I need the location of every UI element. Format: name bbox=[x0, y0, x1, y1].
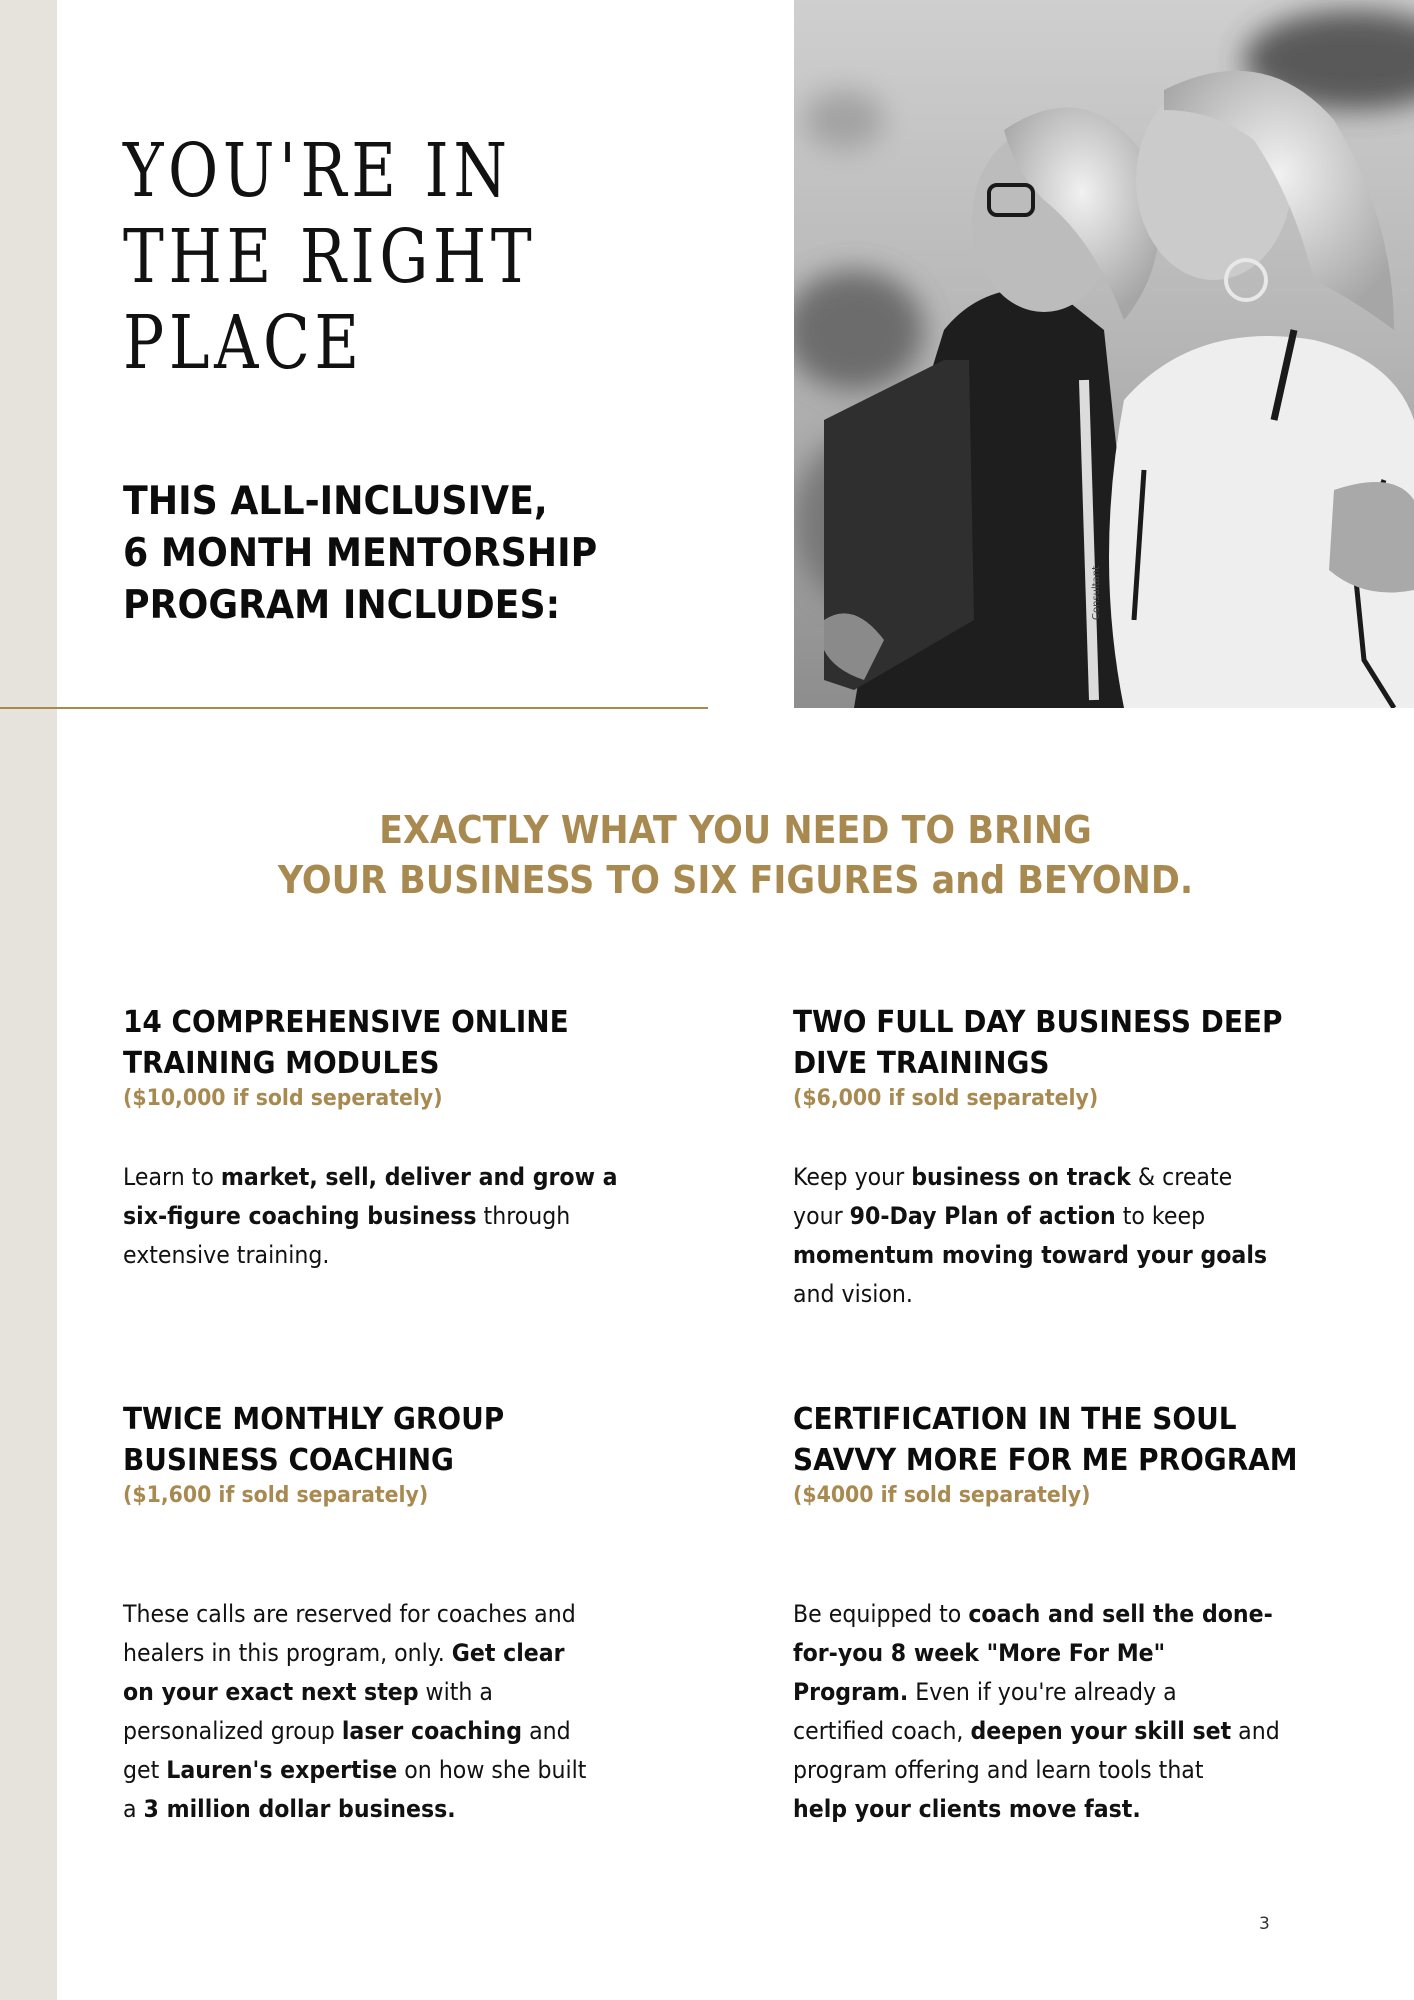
feature-price: ($4000 if sold separately) bbox=[793, 1483, 1091, 1508]
feature-deep-dive-trainings bbox=[793, 1002, 1353, 1314]
description-line bbox=[793, 1236, 1308, 1275]
feature-title bbox=[123, 1399, 644, 1481]
tagline-line: EXACTLY WHAT YOU NEED TO BRING bbox=[379, 808, 1092, 852]
feature-title bbox=[793, 1002, 1314, 1084]
feature-description bbox=[123, 1595, 638, 1829]
description-line bbox=[123, 1158, 638, 1197]
description-line bbox=[793, 1790, 1308, 1829]
hero-title-line: THE RIGHT bbox=[123, 214, 537, 300]
emphasis-text: six-figure coaching business bbox=[123, 1202, 477, 1230]
body-text: to keep bbox=[1115, 1202, 1206, 1230]
lanyard-text: Consultant bbox=[1091, 565, 1102, 620]
description-line bbox=[123, 1595, 638, 1634]
feature-title-line: TWO FULL DAY BUSINESS DEEP bbox=[793, 1005, 1283, 1040]
side-accent-band bbox=[0, 0, 57, 2000]
hero-title-line: YOU'RE IN bbox=[123, 128, 512, 214]
emphasis-text: Lauren's expertise bbox=[166, 1756, 398, 1784]
emphasis-text: Get clear bbox=[451, 1639, 565, 1667]
feature-title bbox=[123, 1002, 644, 1084]
intro-heading-line: PROGRAM INCLUDES: bbox=[123, 583, 561, 628]
emphasis-text: 3 million dollar business. bbox=[143, 1795, 456, 1823]
body-text: on how she built bbox=[397, 1756, 587, 1784]
description-line bbox=[123, 1712, 638, 1751]
intro-heading-line: 6 MONTH MENTORSHIP bbox=[123, 531, 598, 576]
emphasis-text: help your clients move fast. bbox=[793, 1795, 1141, 1823]
description-line bbox=[123, 1197, 638, 1236]
feature-price: ($10,000 if sold seperately) bbox=[123, 1086, 443, 1111]
emphasis-text: for-you 8 week "More For Me" bbox=[793, 1639, 1166, 1667]
intro-heading-line: THIS ALL-INCLUSIVE, bbox=[123, 479, 548, 524]
description-line bbox=[123, 1751, 638, 1790]
description-line bbox=[123, 1673, 638, 1712]
gold-divider bbox=[0, 707, 708, 709]
page-number: 3 bbox=[1259, 1914, 1270, 1934]
body-text: and bbox=[522, 1717, 571, 1745]
body-text: healers in this program, only. bbox=[123, 1639, 452, 1667]
tagline bbox=[57, 805, 1414, 905]
body-text: and vision. bbox=[793, 1280, 913, 1308]
feature-title-line: 14 COMPREHENSIVE ONLINE bbox=[123, 1005, 569, 1040]
emphasis-text: laser coaching bbox=[341, 1717, 523, 1745]
feature-title-line: BUSINESS COACHING bbox=[123, 1443, 454, 1478]
feature-title-line: SAVVY MORE FOR ME PROGRAM bbox=[793, 1443, 1298, 1478]
feature-title-line: TRAINING MODULES bbox=[123, 1046, 440, 1081]
body-text: extensive training. bbox=[123, 1241, 330, 1269]
emphasis-text: coach and sell the done- bbox=[968, 1600, 1273, 1628]
emphasis-text: momentum moving toward your goals bbox=[793, 1241, 1268, 1269]
feature-certification bbox=[793, 1399, 1353, 1829]
body-text: through bbox=[476, 1202, 571, 1230]
body-text: certified coach, bbox=[793, 1717, 971, 1745]
feature-online-training-modules bbox=[123, 1002, 683, 1275]
body-text: your bbox=[793, 1202, 850, 1230]
emphasis-text: deepen your skill set bbox=[970, 1717, 1232, 1745]
feature-price: ($1,600 if sold separately) bbox=[123, 1483, 429, 1508]
feature-title-line: TWICE MONTHLY GROUP bbox=[123, 1402, 505, 1437]
emphasis-text: market, sell, deliver and grow a bbox=[220, 1163, 618, 1191]
hero-photo-illustration bbox=[794, 0, 1414, 708]
intro-heading bbox=[123, 476, 633, 632]
hero-photo bbox=[794, 0, 1414, 708]
body-text: These calls are reserved for coaches and bbox=[123, 1600, 576, 1628]
emphasis-text: 90-Day Plan of action bbox=[849, 1202, 1116, 1230]
tagline-line: YOUR BUSINESS TO SIX FIGURES and BEYOND. bbox=[277, 858, 1194, 902]
description-line bbox=[123, 1634, 638, 1673]
description-line bbox=[793, 1634, 1308, 1673]
emphasis-text: on your exact next step bbox=[123, 1678, 419, 1706]
description-line bbox=[793, 1673, 1308, 1712]
feature-description bbox=[123, 1158, 638, 1275]
body-text: Keep your bbox=[793, 1163, 912, 1191]
feature-description bbox=[793, 1595, 1308, 1829]
feature-title-line: CERTIFICATION IN THE SOUL bbox=[793, 1402, 1237, 1437]
description-line bbox=[793, 1197, 1308, 1236]
feature-title-line: DIVE TRAININGS bbox=[793, 1046, 1050, 1081]
description-line bbox=[123, 1790, 638, 1829]
description-line bbox=[793, 1751, 1308, 1790]
body-text: with a bbox=[418, 1678, 493, 1706]
body-text: program offering and learn tools that bbox=[793, 1756, 1204, 1784]
feature-price: ($6,000 if sold separately) bbox=[793, 1086, 1099, 1111]
feature-description bbox=[793, 1158, 1308, 1314]
description-line bbox=[793, 1158, 1308, 1197]
body-text: personalized group bbox=[123, 1717, 342, 1745]
body-text: and bbox=[1231, 1717, 1280, 1745]
hero-title-line: PLACE bbox=[123, 300, 364, 386]
body-text: Even if you're already a bbox=[908, 1678, 1177, 1706]
description-line bbox=[123, 1236, 638, 1275]
description-line bbox=[793, 1275, 1308, 1314]
body-text: a bbox=[123, 1795, 144, 1823]
body-text: & create bbox=[1130, 1163, 1233, 1191]
hero-title bbox=[123, 128, 572, 386]
feature-title bbox=[793, 1399, 1314, 1481]
description-line bbox=[793, 1595, 1308, 1634]
emphasis-text: business on track bbox=[911, 1163, 1131, 1191]
body-text: get bbox=[123, 1756, 167, 1784]
feature-group-coaching bbox=[123, 1399, 683, 1829]
body-text: Be equipped to bbox=[793, 1600, 969, 1628]
description-line bbox=[793, 1712, 1308, 1751]
body-text: Learn to bbox=[123, 1163, 221, 1191]
emphasis-text: Program. bbox=[793, 1678, 909, 1706]
